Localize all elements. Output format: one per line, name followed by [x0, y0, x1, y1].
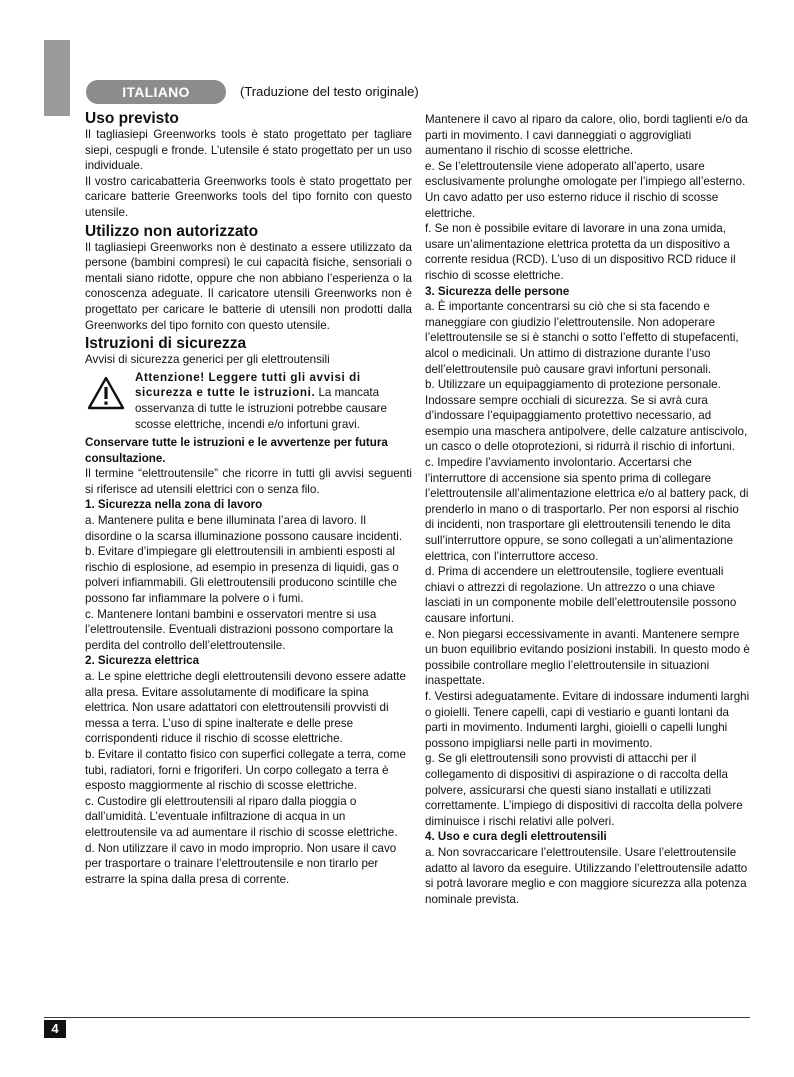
paragraph: Il termine “elettroutensile” che ricorre in tutti gli avvisi seguenti si riferisce ad utensili elettrici con o senza filo.	[85, 467, 412, 496]
list-item: b. Utilizzare un equipaggiamento di protezione personale. Indossare sempre occhiali di sicurezza. Se si avrà cura d’indossare l’equipaggiamento protettivo necessario, ad esempio una maschera antipolvere, delle calzature antiscivolo, un casco o delle otoprotezioni, si ridurrà il rischio di infortuni.	[425, 378, 748, 454]
language-badge: ITALIANO	[86, 80, 226, 104]
paragraph: Avvisi di sicurezza generici per gli elettroutensili	[85, 353, 330, 367]
section-title: 1. Sicurezza nella zona di lavoro	[85, 498, 263, 512]
translation-note: (Traduzione del testo originale)	[240, 84, 419, 99]
section-title: 4. Uso e cura degli elettroutensili	[425, 830, 607, 844]
list-item: c. Mantenere lontani bambini e osservatori mentre si usa l’elettroutensile. Eventuali distrazioni possono comportare la perdita del controllo dell’elettroutensile.	[85, 607, 394, 652]
warning-block	[85, 370, 412, 432]
list-item: c. Custodire gli elettroutensili al riparo dalla pioggia o dall’umidità. L’eventuale infiltrazione di acqua in un elettroutensile va ad aumentare il rischio di scosse elettriche.	[85, 794, 398, 839]
list-item: a. È importante concentrarsi su ciò che si sta facendo e maneggiare con giudizio l’elettroutensile. Non adoperare l’elettroutensile se si è stanchi o sotto l’effetto di stupefacenti, alcol o medicinali. Un attimo di distrazione durante l’uso dell’elettroutensile può causare gravi infortuni personali.	[425, 300, 739, 376]
page-number: 4	[44, 1020, 66, 1038]
conserve-note: Conservare tutte le istruzioni e le avvertenze per futura consultazione.	[85, 436, 388, 465]
heading-utilizzo-non-autorizzato: Utilizzo non autorizzato	[85, 222, 259, 240]
paragraph: Il tagliasiepi Greenworks tools è stato progettato per tagliare siepi, cespugli e fronde. L’utensile é stato progettato per un uso individuale.	[85, 128, 412, 173]
list-item: Mantenere il cavo al riparo da calore, olio, bordi taglienti e/o da parti in movimento. I cavi danneggiati o aggrovigliati aumentano il rischio di scosse elettriche.	[425, 113, 748, 158]
list-item: b. Evitare il contatto fisico con superfici collegate a terra, come tubi, radiatori, forni e frigoriferi. Un corpo collegato a terra è esposto maggiormente al rischio di scosse elettriche.	[85, 747, 406, 793]
list-item: c. Impedire l’avviamento involontario. Accertarsi che l’interruttore di accensione sia spento prima di collegare l’elettroutensile all’alimentazione elettrica e/o al battery pack, di prenderlo in mano o di trasportarlo. Per non esporsi al rischio di incidenti, non trasportare gli elettroutensili tenendo le dita sull’interruttore oppure, se sono collegati a un’alimentazione elettrica, con l’interruttore acceso.	[425, 456, 749, 563]
list-item: a. Mantenere pulita e bene illuminata l’area di lavoro. Il disordine o la scarsa illuminazione possono causare incidenti.	[85, 514, 403, 543]
side-tab-marker	[44, 40, 70, 116]
list-item: d. Prima di accendere un elettroutensile, togliere eventuali chiavi o attrezzi di regolazione. Un attrezzo o una chiave lasciati in un componente mobile dell’elettroutensile possono causare infortuni.	[425, 565, 737, 625]
right-column	[425, 112, 751, 907]
footer-divider	[44, 1017, 750, 1018]
section-title: 2. Sicurezza elettrica	[85, 654, 200, 668]
warning-text: La mancata osservanza di tutte le istruzioni potrebbe causare scosse elettriche, incendi e/o infortuni gravi.	[135, 386, 387, 431]
paragraph: Il tagliasiepi Greenworks non è destinato a essere utilizzato da persone (bambini compresi) le cui capacità fisiche, sensoriali o mentali siano ridotte, oppure che non abbiano l’esperienza o la conoscenza adeguate. Il caricatore utensili Greenworks non è progettato per caricare le batterie di utensili non prodotti dalla Greenworks del tipo fornito con questo utensile.	[85, 240, 412, 332]
heading-uso-previsto: Uso previsto	[85, 110, 179, 127]
section-title: 3. Sicurezza delle persone	[425, 284, 570, 298]
list-item: e. Non piegarsi eccessivamente in avanti. Mantenere sempre un buon equilibrio evitando posizioni instabili. In questo modo è possibile controllare meglio l’elettroutensile in situazioni inaspettate.	[425, 627, 750, 688]
paragraph: Il vostro caricabatteria Greenworks tools è stato progettato per caricare batterie Greenworks tools del tipo fornito con questo utensile.	[85, 174, 412, 219]
list-item: a. Le spine elettriche degli elettroutensili devono essere adatte alla presa. Evitare assolutamente di modificare la spina elettrica. Non usare adattatori con elettroutensili provvisti di messa a terra. L’uso di spine inalterate e delle prese corrispondenti riduce il rischio di scosse elettriche.	[85, 670, 406, 746]
list-item: a. Non sovraccaricare l’elettroutensile. Usare l’elettroutensile adatto al lavoro da eseguire. Utilizzando l’elettroutensile adatto si potrà lavorare meglio e con maggiore sicurezza alla potenza nominale prevista.	[425, 845, 748, 906]
left-column	[85, 110, 412, 887]
list-item: g. Se gli elettroutensili sono provvisti di attacchi per il collegamento di dispositivi di aspirazione o di raccolta della polvere, assicurarsi che questi siano installati e utilizzati correttamente. L’impiego di dispositivi di raccolta della polvere diminuisce i rischi relativi alle polveri.	[425, 752, 743, 828]
list-item: d. Non utilizzare il cavo in modo improprio. Non usare il cavo per trasportare o trainare l’elettroutensile e non tirarlo per estrarre la spina dalla presa di corrente.	[85, 841, 397, 886]
heading-istruzioni-sicurezza: Istruzioni di sicurezza	[85, 335, 247, 353]
warning-triangle-icon	[87, 376, 125, 410]
list-item: b. Evitare d’impiegare gli elettroutensili in ambienti esposti al rischio di esplosione, ad esempio in presenza di liquidi, gas o polveri infiammabili. Gli elettroutensili producono scintille che possono far infiammare la polvere o i fumi.	[85, 545, 399, 606]
list-item: e. Se l’elettroutensile viene adoperato all’aperto, usare esclusivamente prolunghe omologate per l’impiego all’esterno. Un cavo adatto per uso esterno riduce il rischio di scosse elettriche.	[425, 159, 746, 220]
list-item: f. Se non è possibile evitare di lavorare in una zona umida, usare un’alimentazione elettrica protetta da un dispositivo a corrente residua (RCD). L’uso di un dispositivo RCD riduce il rischio di scosse elettriche.	[425, 222, 736, 282]
warning-bold-text: Attenzione! Leggere tutti gli avvisi di sicurezza e tutte le istruzioni.	[135, 370, 361, 400]
list-item: f. Vestirsi adeguatamente. Evitare di indossare indumenti larghi o gioielli. Tenere capelli, capi di vestiario e guanti lontani da parti in movimento. Indumenti larghi, gioielli o capelli lunghi possono impigliarsi nelle parti in movimento.	[425, 689, 750, 750]
